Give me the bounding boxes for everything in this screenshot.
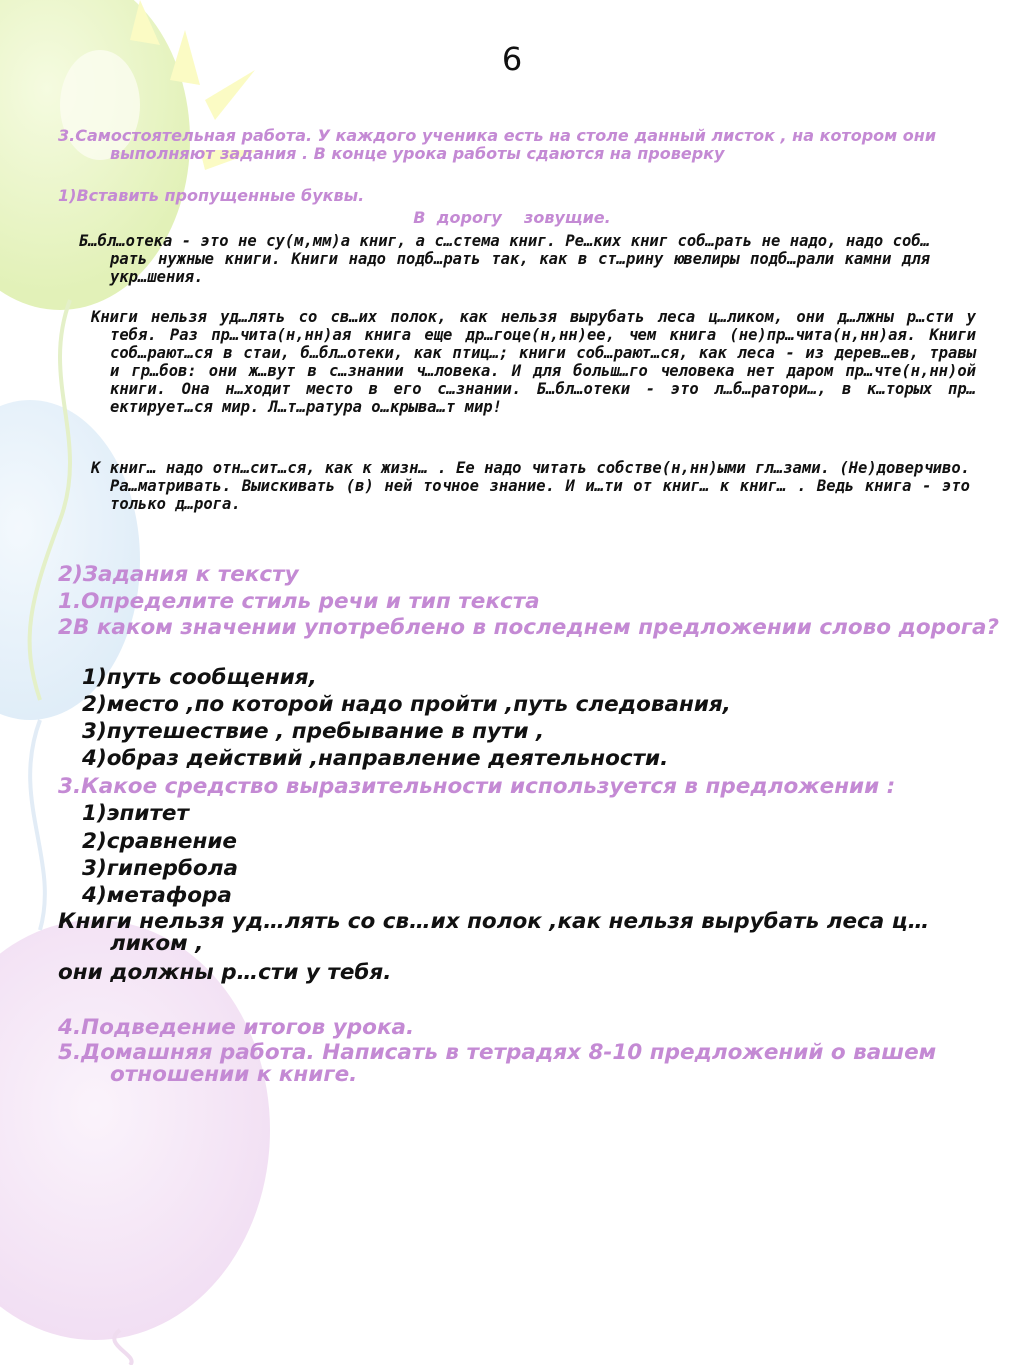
paragraph-3: К книг… надо отн…сит…ся, как к жизн… . Ее надо читать собстве(н,нн)ыми гл…зами. (Не)доверчиво. Ра…матривать. Выискивать (в) ней точное знание. И и…ти от книг… к книг… . Ведь книга - это только д…рога. — [91, 459, 970, 513]
q3-option-4: 4)метафора — [82, 883, 232, 908]
paragraph-2: Книги нельзя уд…лять со св…их полок, как нельзя вырубать леса ц…ликом, они д…лжны р…сти у тебя. Раз пр…чита(н,нн)ая книга еще др…гоце(н,нн)ее, чем книга (не)пр…чита(н,нн)ая. Книги соб…рают…ся в стаи, б…бл…отеки, как птиц…; книги соб…рают…ся, как леса - из дерев…ев, травы и гр…бов: они ж…вут в с…знании ч…ловека. И для больш…го человека нет даром пр…чте(н,нн)ой книги. Она н…ходит место в его с…знании. Б…бл…отеки - это л…б…ратори…, в к…торых пр…ектирует…ся мир. Л…т…ратура о…крыва…т мир! — [91, 308, 976, 416]
question-2: 2В каком значении употреблено в последнем предложении слово дорога? — [58, 615, 999, 640]
homework-item: 5.Домашняя работа. Написать в тетрадях 8-10 предложений о вашем отношении к книге. — [58, 1040, 937, 1087]
text-title: В дорогу зовущие. — [413, 208, 611, 227]
q3-option-2: 2)сравнение — [82, 829, 237, 854]
task-2-title: 2)Задания к тексту — [58, 562, 299, 587]
summary-item: 4.Подведение итогов урока. — [58, 1015, 415, 1040]
q2-option-3: 3)путешествие , пребывание в пути , — [82, 719, 545, 744]
page-number: 6 — [501, 40, 523, 78]
question-1: 1.Определите стиль речи и тип текста — [58, 589, 540, 614]
q2-option-4: 4)образ действий ,направление деятельности. — [82, 746, 669, 771]
task-1-title: 1)Вставить пропущенные буквы. — [58, 186, 365, 205]
quote-line-2: они должны р…сти у тебя. — [58, 960, 392, 985]
q2-option-1: 1)путь сообщения, — [82, 665, 317, 690]
q3-option-3: 3)гипербола — [82, 856, 238, 881]
q2-option-2: 2)место ,по которой надо пройти ,путь следования, — [82, 692, 731, 717]
q3-option-1: 1)эпитет — [82, 801, 189, 826]
intro-text: 3.Самостоятельная работа. У каждого ученика есть на столе данный листок , на котором они выполняют задания . В конце урока работы сдаются на проверку — [58, 126, 937, 163]
quote-line-1: Книги нельзя уд…лять со св…их полок ,как нельзя вырубать леса ц…ликом , — [58, 909, 930, 956]
question-3: 3.Какое средство выразительности используется в предложении : — [58, 774, 896, 799]
paragraph-1: Б…бл…отека - это не су(м,мм)а книг, а с…стема книг. Ре…ких книг соб…рать не надо, надо соб…рать нужные книги. Книги надо подб…рать так, как в ст…рину ювелиры подб…рали камни для укр…шения. — [79, 232, 930, 286]
